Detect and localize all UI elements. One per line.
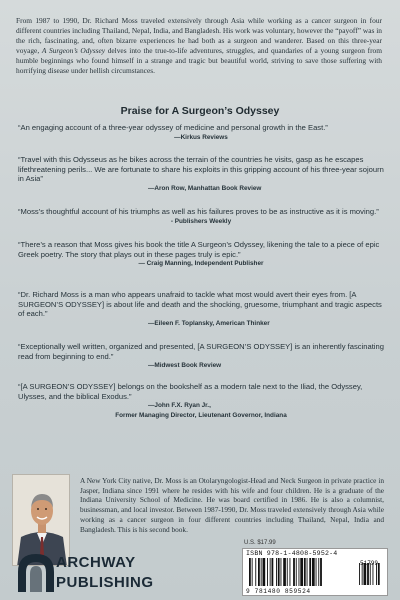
review-quote: “Dr. Richard Moss is a man who appears unafraid to tackle what most would avert their eyes from. [A SURGEON’S ODYSSEY] is about life and death and the shocking, gruesome, triumphant and tragic aspects of each.” (18, 290, 382, 319)
isbn-price-code: 51799 (360, 560, 379, 567)
review-quote: “There’s a reason that Moss gives his book the title A Surgeon’s Odyssey, likening the tale to a piece of epic Greek poetry. The story that plays out in these pages truly is epic.” (18, 240, 380, 259)
review-attribution-title: Former Managing Director, Lieutenant Governor, Indiana (115, 411, 287, 419)
review-attribution: —Eileen F. Toplansky, American Thinker (148, 320, 270, 328)
review-american-thinker (18, 290, 384, 328)
publisher-name-line2: PUBLISHING (56, 574, 154, 591)
publisher-name-line1: ARCHWAY (56, 554, 136, 571)
review-independent-publisher (18, 240, 384, 269)
review-publishers-weekly (18, 207, 384, 226)
isbn-digits: 9 781480 859524 (246, 588, 311, 595)
blurb-part-2: delves into the true-to-life adventures, struggles, and quandaries of a young surgeon from humble beginnings who found himself in a strange and tragic but beautiful world, striving to save those suffering with horrifying disease under hellish circumstances. (16, 46, 382, 76)
review-kirkus (18, 123, 384, 142)
review-manhattan (18, 155, 384, 193)
review-attribution: —Aron Row, Manhattan Book Review (148, 185, 262, 193)
review-attribution: —John F.X. Ryan Jr., (148, 402, 211, 410)
book-blurb (16, 16, 382, 76)
blurb-book-title: A Surgeon’s Odyssey (41, 46, 106, 56)
blurb-part-1: From 1987 to 1990, Dr. Richard Moss traveled extensively through Asia while working as a cancer surgeon in four different countries including Thailand, Nepal, India, and Bangladesh. His work was voluntary, however the “payoff” was in the rich, fascinating, and, often bizarre experiences he had both as a surgeon and wanderer. Based on this three-year voyage, (16, 16, 382, 56)
review-quote: “[A SURGEON’S ODYSSEY] belongs on the bookshelf as a modern tale next to the Iliad, the Odyssey, Ulysses, and the biblical Exodus.” (18, 382, 363, 401)
review-midwest (18, 342, 384, 371)
review-attribution: —Midwest Book Review (148, 362, 222, 370)
review-quote: “Exceptionally well written, organized and presented, [A SURGEON’S ODYSSEY] is an inherently fascinating read from beginning to end.” (18, 342, 384, 361)
praise-heading: Praise for A Surgeon’s Odyssey (120, 105, 280, 117)
review-attribution: - Publishers Weekly (170, 217, 232, 225)
archway-arch-icon (14, 550, 58, 594)
review-attribution: —Kirkus Reviews (174, 133, 228, 141)
isbn-label: ISBN 978-1-4808-5952-4 (246, 550, 338, 557)
review-quote: “An engaging account of a three-year odyssey of medicine and personal growth in the East.” (18, 123, 328, 132)
review-quote: “Moss’s thoughtful account of his triumphs as well as his failures proves to be as instructive as it is moving.” (18, 207, 379, 216)
review-attribution: — Craig Manning, Independent Publisher (138, 260, 264, 268)
review-quote: “Travel with this Odysseus as he bikes across the terrain of the countries he visits, gasp as he escapes lifethreatening perils... We are fortunate to share his exploits in this gripping account of his three-year sojourn in Asia” (18, 155, 384, 184)
price-label: U.S. $17.99 (244, 540, 276, 546)
review-ryan (18, 382, 384, 420)
author-bio: A New York City native, Dr. Moss is an Otolaryngologist-Head and Neck Surgeon in private practice in Jasper, Indiana since 1991 where he resides with his wife and four children. He is a graduate of the Indiana University School of Medicine. He was board certified in 1986. He is also a columnist, businessman, and local investor. Between 1987-1990, Dr. Moss traveled extensively through Asia while working as a cancer surgeon in four different countries including Thailand, Nepal, India and Bangladesh. This is his second book. (80, 476, 384, 534)
